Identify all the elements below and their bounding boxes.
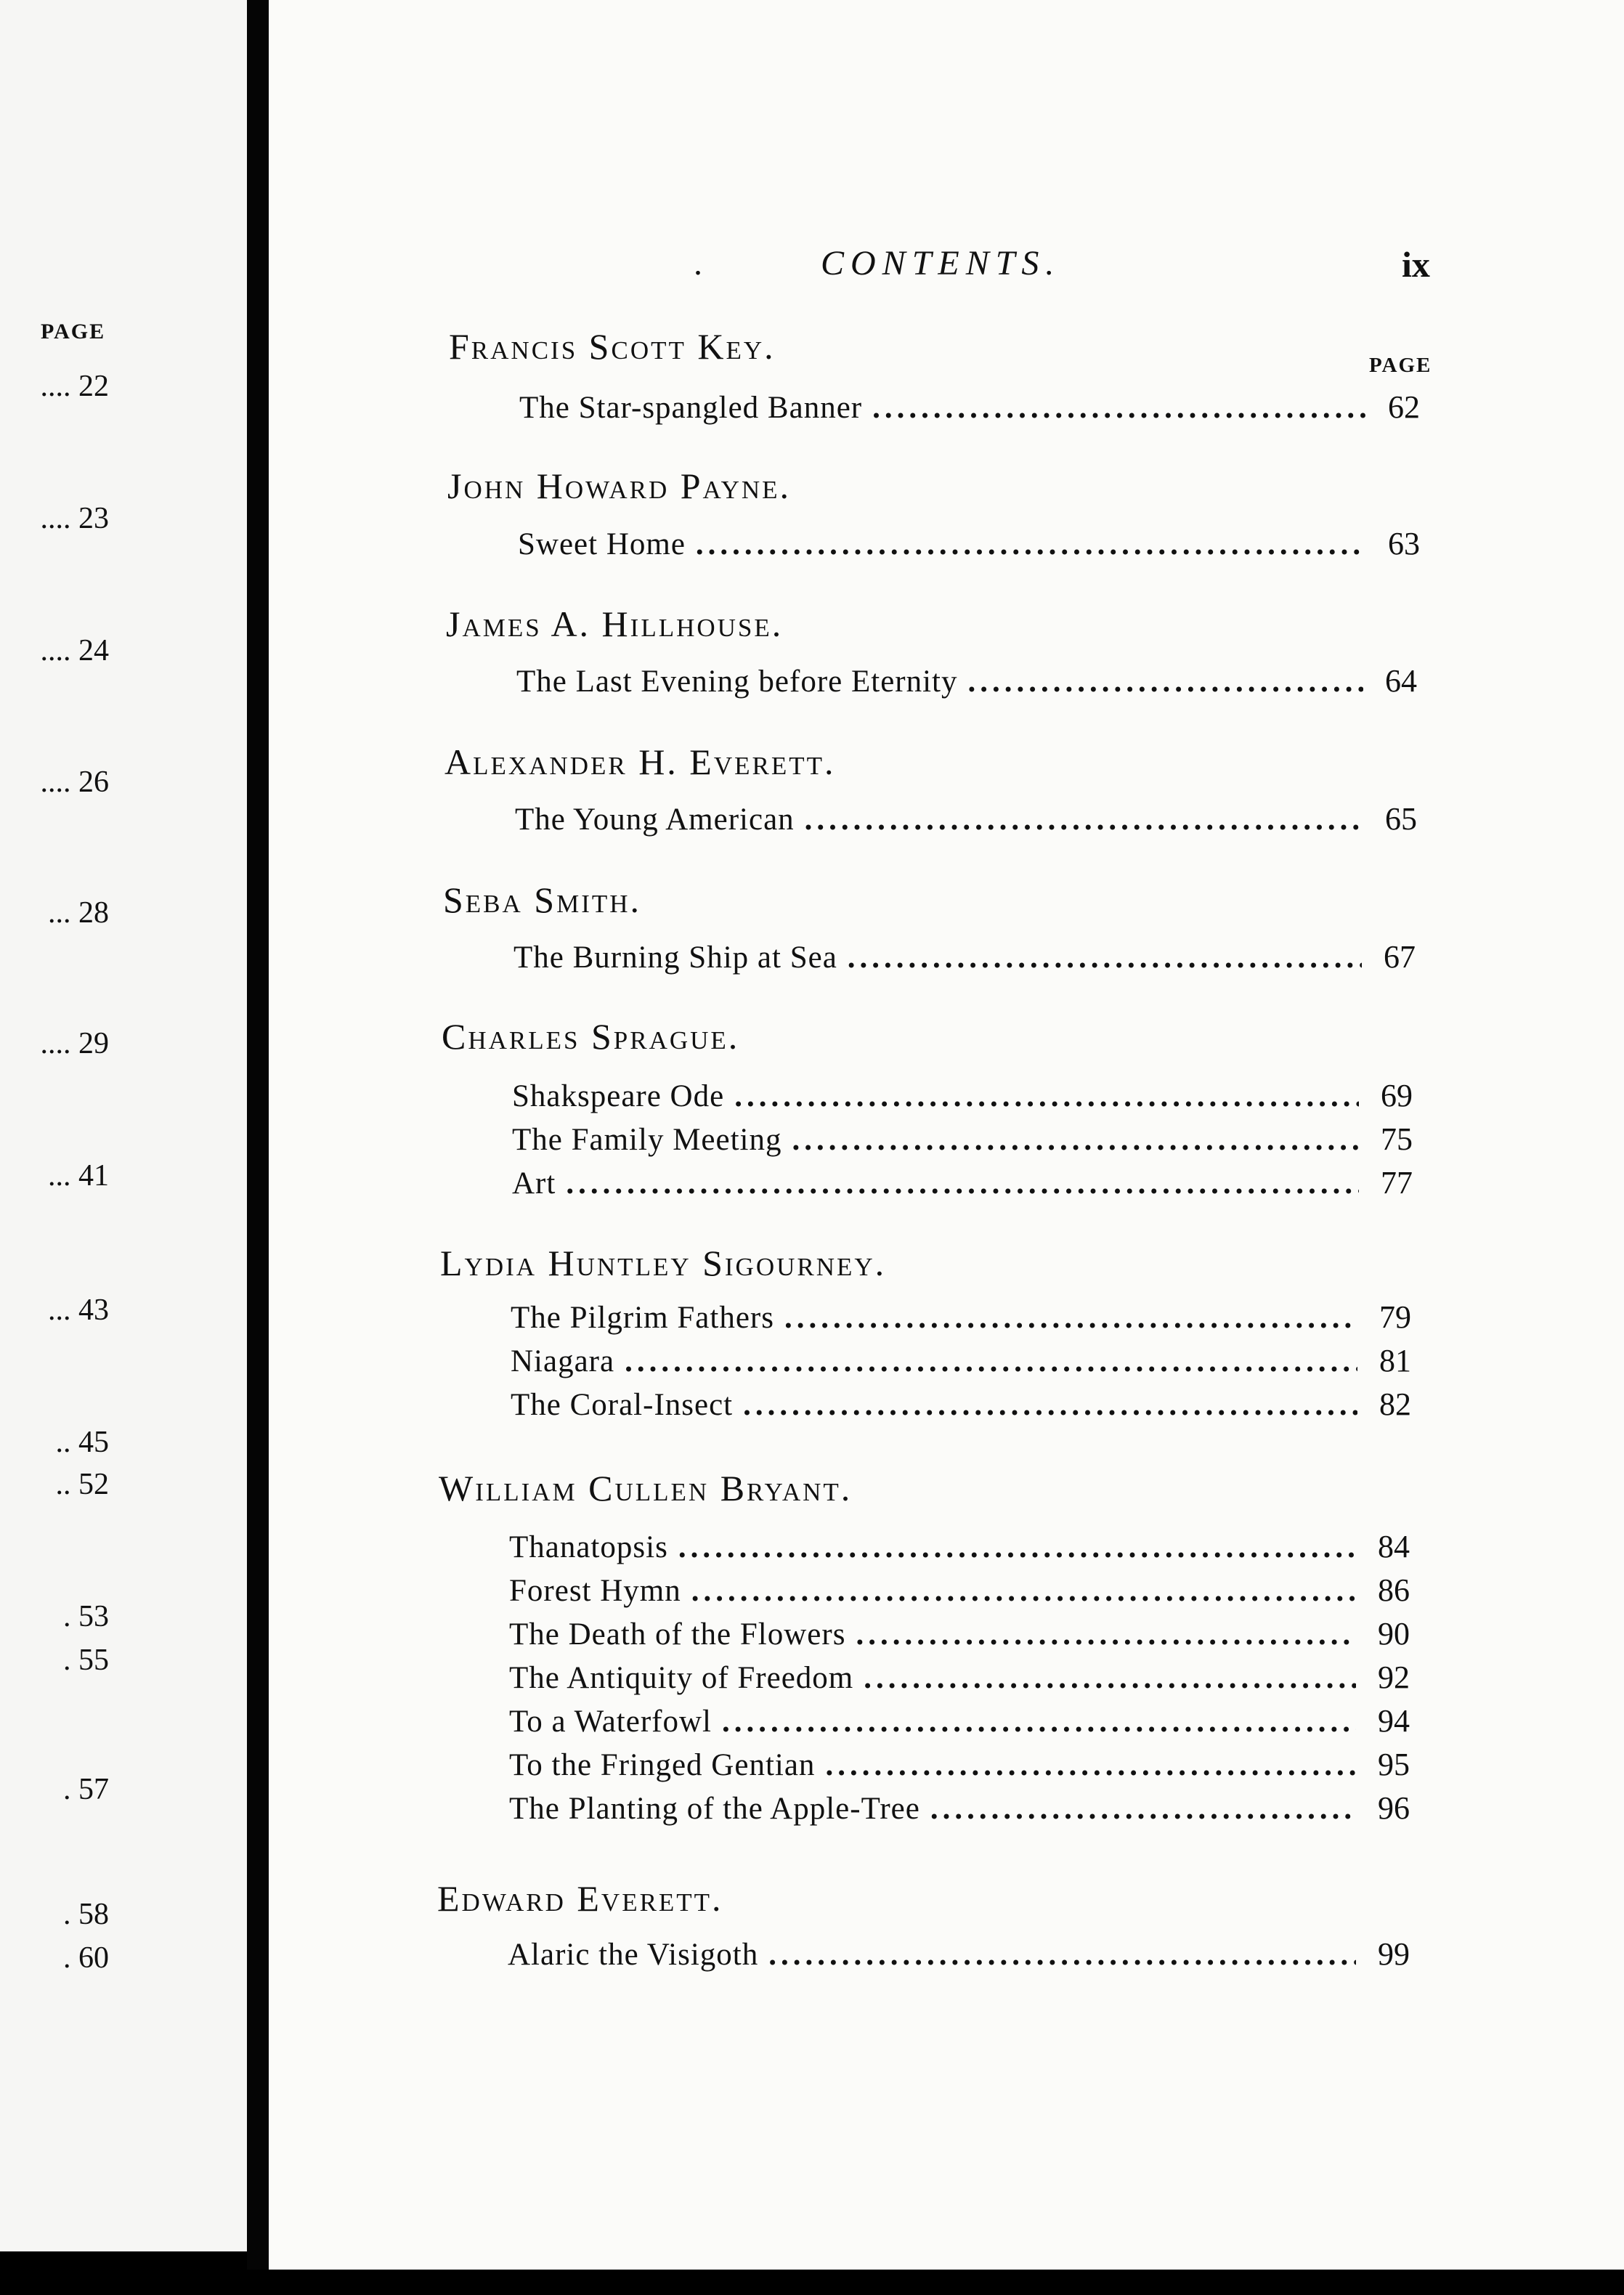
contents-entry bbox=[509, 1572, 1410, 1614]
dot-leader bbox=[792, 1122, 1360, 1158]
contents-entry bbox=[511, 1342, 1411, 1384]
dot-leader bbox=[805, 802, 1363, 837]
dot-leader bbox=[691, 1573, 1356, 1609]
left-page-number: . 57 bbox=[63, 1773, 109, 1806]
author-heading: James A. Hillhouse. bbox=[446, 604, 784, 644]
left-page-number: .... 29 bbox=[40, 1027, 109, 1060]
dot-leader bbox=[848, 940, 1362, 975]
entry-page: 86 bbox=[1378, 1572, 1410, 1608]
entry-page: 81 bbox=[1379, 1343, 1411, 1378]
author-heading: Edward Everett. bbox=[437, 1878, 723, 1919]
contents-entry bbox=[508, 1935, 1410, 1978]
entry-title: Sweet Home bbox=[518, 527, 686, 561]
contents-entry bbox=[511, 1299, 1411, 1341]
entry-page: 94 bbox=[1378, 1703, 1410, 1739]
contents-entry bbox=[512, 1164, 1413, 1206]
left-page-number: .... 24 bbox=[40, 634, 109, 667]
dot-leader bbox=[743, 1387, 1357, 1423]
dot-leader bbox=[856, 1617, 1356, 1652]
author-heading: John Howard Payne. bbox=[447, 466, 792, 506]
entry-title: The Family Meeting bbox=[512, 1123, 782, 1157]
entry-page: 75 bbox=[1381, 1121, 1413, 1157]
entry-title: The Last Evening before Eternity bbox=[516, 665, 958, 699]
dot-leader bbox=[625, 1344, 1357, 1379]
left-page-number: . 55 bbox=[63, 1644, 109, 1677]
left-page-column-label: PAGE bbox=[41, 320, 106, 344]
left-page-number: ... 28 bbox=[48, 896, 109, 930]
running-head-dot: . bbox=[694, 244, 702, 283]
running-head: CONTENTS. bbox=[821, 244, 1061, 283]
author-heading: Alexander H. Everett. bbox=[444, 742, 836, 782]
left-page-number: . 60 bbox=[63, 1941, 109, 1975]
contents-entry bbox=[509, 1790, 1410, 1832]
contents-entry bbox=[509, 1659, 1410, 1701]
entry-page: 64 bbox=[1385, 663, 1417, 699]
entry-title: To a Waterfowl bbox=[509, 1705, 712, 1739]
entry-title: The Death of the Flowers bbox=[509, 1617, 846, 1652]
entry-title: The Star-spangled Banner bbox=[519, 391, 863, 425]
entry-page: 82 bbox=[1379, 1386, 1411, 1422]
entry-title: The Coral-Insect bbox=[511, 1388, 734, 1422]
contents-entry bbox=[509, 1528, 1410, 1570]
contents-entry bbox=[511, 1386, 1411, 1428]
dot-leader bbox=[930, 1791, 1356, 1827]
author-heading: Francis Scott Key. bbox=[449, 326, 776, 367]
dot-leader bbox=[864, 1660, 1356, 1696]
entry-title: Thanatopsis bbox=[509, 1530, 668, 1564]
left-page-number: .... 22 bbox=[40, 370, 109, 403]
previous-page-fragment bbox=[0, 0, 247, 2251]
page-number: ix bbox=[1402, 244, 1430, 285]
entry-page: 79 bbox=[1379, 1299, 1411, 1335]
scan-bottom-edge bbox=[0, 2270, 1624, 2295]
entry-title: The Antiquity of Freedom bbox=[509, 1661, 854, 1695]
author-heading: Seba Smith. bbox=[443, 880, 642, 920]
contents-entry bbox=[518, 525, 1420, 567]
dot-leader bbox=[734, 1079, 1359, 1114]
contents-entry bbox=[513, 938, 1416, 980]
dot-leader bbox=[768, 1937, 1356, 1973]
book-gutter bbox=[247, 0, 269, 2295]
author-heading: Lydia Huntley Sigourney. bbox=[440, 1243, 887, 1283]
contents-entry bbox=[512, 1121, 1413, 1163]
left-page-number: .. 45 bbox=[55, 1426, 109, 1459]
dot-leader bbox=[678, 1530, 1356, 1565]
entry-page: 69 bbox=[1381, 1078, 1413, 1113]
contents-entry bbox=[519, 389, 1420, 431]
entry-page: 62 bbox=[1388, 389, 1420, 425]
entry-title: The Pilgrim Fathers bbox=[511, 1301, 774, 1335]
entry-title: Alaric the Visigoth bbox=[508, 1938, 759, 1972]
entry-page: 63 bbox=[1388, 526, 1420, 561]
entry-page: 92 bbox=[1378, 1660, 1410, 1695]
contents-entry bbox=[509, 1615, 1410, 1657]
left-page-number: ... 41 bbox=[48, 1159, 109, 1193]
entry-page: 84 bbox=[1378, 1529, 1410, 1564]
entry-page: 65 bbox=[1385, 801, 1417, 837]
entry-title: The Burning Ship at Sea bbox=[513, 941, 837, 975]
author-heading: William Cullen Bryant. bbox=[439, 1468, 853, 1508]
dot-leader bbox=[825, 1747, 1356, 1783]
dot-leader bbox=[968, 664, 1363, 699]
entry-title: The Planting of the Apple-Tree bbox=[509, 1792, 920, 1826]
entry-page: 67 bbox=[1384, 939, 1416, 975]
entry-title: The Young American bbox=[515, 803, 795, 837]
contents-entry bbox=[512, 1077, 1413, 1119]
left-page-number: .... 26 bbox=[40, 765, 109, 799]
left-page-number: . 58 bbox=[63, 1898, 109, 1931]
contents-page bbox=[269, 0, 1624, 2270]
author-heading: Charles Sprague. bbox=[442, 1016, 740, 1057]
entry-page: 95 bbox=[1378, 1747, 1410, 1782]
contents-entry bbox=[509, 1702, 1410, 1744]
contents-entry bbox=[515, 800, 1417, 842]
entry-title: Art bbox=[512, 1166, 556, 1201]
entry-page: 90 bbox=[1378, 1616, 1410, 1652]
left-page-number: ... 43 bbox=[48, 1293, 109, 1327]
entry-title: Forest Hymn bbox=[509, 1574, 681, 1608]
dot-leader bbox=[784, 1300, 1357, 1336]
left-page-number: .. 52 bbox=[55, 1468, 109, 1501]
page-column-label: PAGE bbox=[1369, 354, 1432, 377]
dot-leader bbox=[722, 1704, 1356, 1739]
left-page-number: . 53 bbox=[63, 1600, 109, 1633]
dot-leader bbox=[872, 390, 1366, 426]
entry-title: To the Fringed Gentian bbox=[509, 1748, 816, 1782]
dot-leader bbox=[566, 1166, 1359, 1201]
entry-page: 77 bbox=[1381, 1165, 1413, 1201]
entry-page: 96 bbox=[1378, 1790, 1410, 1826]
entry-title: Niagara bbox=[511, 1344, 615, 1378]
contents-entry bbox=[516, 662, 1417, 704]
contents-entry bbox=[509, 1746, 1410, 1788]
left-page-number: .... 23 bbox=[40, 502, 109, 535]
dot-leader bbox=[696, 527, 1366, 562]
entry-page: 99 bbox=[1378, 1936, 1410, 1972]
entry-title: Shakspeare Ode bbox=[512, 1079, 725, 1113]
